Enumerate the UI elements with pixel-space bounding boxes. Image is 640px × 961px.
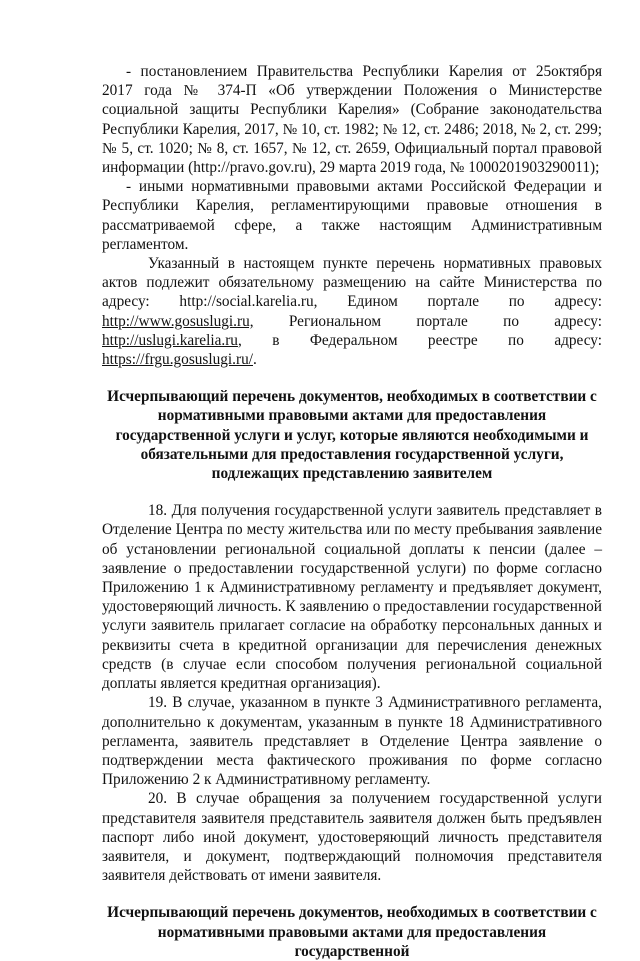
publication-text-2: Региональном портале по адресу: [253, 312, 602, 330]
paragraph-20: 20. В случае обращения за получением государственной услуги представителя заявителя представитель заявителя должен быть предъявлен паспорт либо иной документ, удостоверяющий личность представителя заявителя, и документ, подтверждающий полномочия представителя заявителя действовать от имени заявителя. [102, 790, 602, 885]
paragraph-18: 18. Для получения государственной услуги заявитель представляет в Отделение Центра по месту жительства или по месту пребывания заявление об установлении региональной социальной доплаты к пенсии (далее – заявление о предоставлении государственной услуги) по форме согласно Приложению 1 к Административному регламенту и предъявляет документ, удостоверяющий личность. К заявлению о предоставлении государственной услуги заявитель прилагает согласие на обработку персональных данных и реквизиты счета в кредитной организации для перечисления денежных средств (в случае если способом получения региональной социальной доплаты является кредитная организация). [102, 502, 602, 693]
paragraph-19: 19. В случае, указанном в пункте 3 Административного регламента, дополнительно к документам, указанным в пункте 18 Административного регламента, заявитель представляет в Отделение Центра заявление о подтверждении места фактического проживания по форме согласно Приложению 2 к Административному регламенту. [102, 694, 602, 789]
gosuslugi-link[interactable]: http://www.gosuslugi.ru, [102, 312, 254, 330]
paragraph-resolution: - постановлением Правительства Республики Карелия от 25октября 2017 года № 374-П «Об утверждении Положения о Министерстве социальной защиты Республики Карелия» (Собрание законодательства Республики Карелия, 2017, № 10, ст. 1982; № 12, ст. 2486; 2018, № 2, ст. 299; № 5, ст. 1020; № 8, ст. 1657, № 12, ст. 2659, Официальный портал правовой информации (http://pravo.gov.ru), 29 марта 2019 года, № 1000201903290011); [102, 63, 602, 177]
uslugi-karelia-link[interactable]: http://uslugi.karelia.ru [102, 331, 238, 349]
section-heading-documents: Исчерпывающий перечень документов, необходимых в соответствии с нормативными правовыми актами для предоставления государственной услуги и услуг, которые являются необходимыми и обязательными для предоставления государственной услуги, подлежащих представлению заявителем [107, 388, 597, 483]
paragraph-publication [102, 254, 602, 369]
section-heading-documents-continued: Исчерпывающий перечень документов, необходимых в соответствии с нормативными правовыми актами для предоставления государственной [107, 904, 597, 960]
publication-text-1: Указанный в настоящем пункте перечень нормативных правовых актов подлежит обязательному размещению на сайте Министерства по адресу: http://social.karelia.ru, Едином портале по адресу: [102, 255, 602, 311]
frgu-link[interactable]: https://frgu.gosuslugi.ru/ [102, 351, 253, 369]
publication-text-4: . [253, 351, 257, 369]
paragraph-other-acts: - иными нормативными правовыми актами Российской Федерации и Республики Карелия, регламентирующими правовые отношения в рассматриваемой сфере, а также настоящим Административным регламентом. [102, 178, 602, 253]
publication-text-3: , в Федеральном реестре по адресу: [237, 331, 602, 349]
document-page [102, 62, 602, 961]
